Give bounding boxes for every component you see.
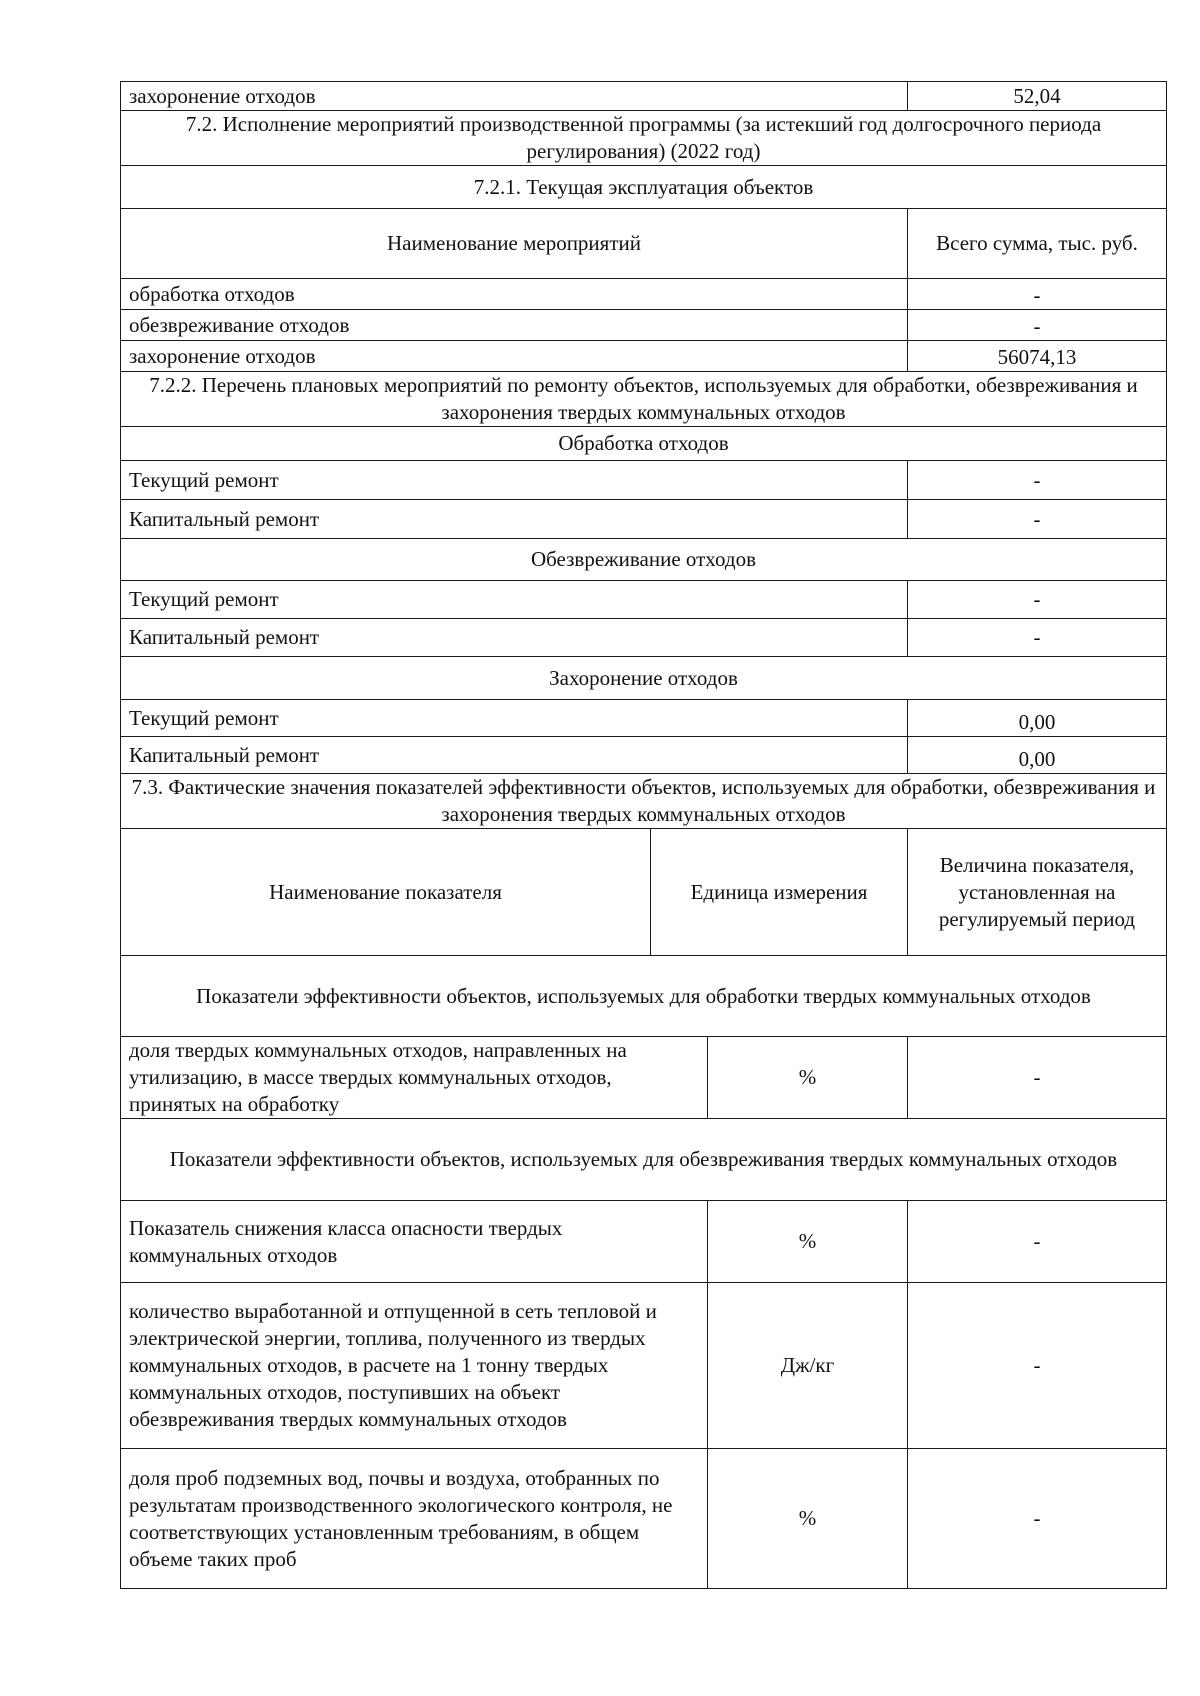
column-header-unit: Единица измерения — [651, 829, 908, 956]
indicator-value: - — [908, 1037, 1167, 1119]
table-row — [121, 700, 1167, 737]
section-7-2-2-title: 7.2.2. Перечень плановых мероприятий по ремонту объектов, используемых для обработки, обезвреживания и захоронения твердых коммунальных отходов — [121, 372, 1167, 427]
row-label: Текущий ремонт — [121, 461, 908, 500]
table-row — [121, 1283, 1167, 1449]
row-label: обработка отходов — [121, 279, 908, 310]
row-label: Капитальный ремонт — [121, 619, 908, 657]
row-value: 56074,13 — [908, 341, 1167, 372]
table-header-row — [121, 209, 1167, 279]
column-header-indicator: Наименование показателя — [121, 829, 651, 956]
table-row — [121, 82, 1167, 111]
indicator-value: - — [908, 1201, 1167, 1283]
table-row — [121, 1201, 1167, 1283]
row-value: - — [908, 500, 1167, 539]
group-heading: Показатели эффективности объектов, используемых для обработки твердых коммунальных отходов — [121, 956, 1167, 1037]
row-label: Текущий ремонт — [121, 700, 908, 737]
table-row — [121, 461, 1167, 500]
indicator-unit: Дж/кг — [708, 1283, 908, 1449]
row-label: Капитальный ремонт — [121, 737, 908, 774]
row-label: захоронение отходов — [121, 82, 908, 111]
row-value: 0,00 — [908, 700, 1167, 737]
section-7-2-title: 7.2. Исполнение мероприятий производственной программы (за истекший год долгосрочного периода регулирования) (2022 год) — [121, 111, 1167, 166]
group-heading: Обезвреживание отходов — [121, 539, 1167, 581]
section-7-2-1-title: 7.2.1. Текущая эксплуатация объектов — [121, 166, 1167, 209]
table-row — [121, 310, 1167, 341]
section-7-2-row — [121, 111, 1167, 166]
row-label: обезвреживание отходов — [121, 310, 908, 341]
table-row — [121, 1449, 1167, 1589]
group-heading-row — [121, 1119, 1167, 1201]
column-header-total: Всего сумма, тыс. руб. — [908, 209, 1167, 279]
row-value: - — [908, 619, 1167, 657]
group-heading-row — [121, 657, 1167, 700]
indicator-name: доля твердых коммунальных отходов, направленных на утилизацию, в массе твердых коммунальных отходов, принятых на обработку — [121, 1037, 708, 1119]
indicator-unit: % — [708, 1201, 908, 1283]
row-label: Капитальный ремонт — [121, 500, 908, 539]
report-table — [120, 81, 1167, 1589]
group-heading: Показатели эффективности объектов, используемых для обезвреживания твердых коммунальных отходов — [121, 1119, 1167, 1201]
indicator-value: - — [908, 1283, 1167, 1449]
table-header-row — [121, 829, 1167, 956]
table-row — [121, 341, 1167, 372]
row-value: - — [908, 581, 1167, 619]
row-label: захоронение отходов — [121, 341, 908, 372]
table-row — [121, 619, 1167, 657]
indicator-name: количество выработанной и отпущенной в сеть тепловой и электрической энергии, топлива, полученного из твердых коммунальных отходов, в расчете на 1 тонну твердых коммунальных отходов, поступивших на объект обезвреживания твердых коммунальных отходов — [121, 1283, 708, 1449]
section-7-2-2-row — [121, 372, 1167, 427]
indicator-name: Показатель снижения класса опасности твердых коммунальных отходов — [121, 1201, 708, 1283]
group-heading: Захоронение отходов — [121, 657, 1167, 700]
table-row — [121, 1037, 1167, 1119]
column-header-value: Величина показателя, установленная на регулируемый период — [908, 829, 1167, 956]
table-row — [121, 279, 1167, 310]
indicator-unit: % — [708, 1037, 908, 1119]
group-heading-row — [121, 539, 1167, 581]
section-7-3-row — [121, 774, 1167, 829]
table-row — [121, 737, 1167, 774]
row-value: - — [908, 279, 1167, 310]
column-header-name: Наименование мероприятий — [121, 209, 908, 279]
indicator-value: - — [908, 1449, 1167, 1589]
row-label: Текущий ремонт — [121, 581, 908, 619]
table-row — [121, 500, 1167, 539]
section-7-3-title: 7.3. Фактические значения показателей эффективности объектов, используемых для обработки, обезвреживания и захоронения твердых коммунальных отходов — [121, 774, 1167, 829]
group-heading-row — [121, 956, 1167, 1037]
row-value: - — [908, 461, 1167, 500]
row-value: 52,04 — [908, 82, 1167, 111]
row-value: - — [908, 310, 1167, 341]
section-7-2-1-row — [121, 166, 1167, 209]
group-heading: Обработка отходов — [121, 427, 1167, 461]
group-heading-row — [121, 427, 1167, 461]
indicator-name: доля проб подземных вод, почвы и воздуха, отобранных по результатам производственного экологического контроля, не соответствующих установленным требованиям, в общем объеме таких проб — [121, 1449, 708, 1589]
row-value: 0,00 — [908, 737, 1167, 774]
indicator-unit: % — [708, 1449, 908, 1589]
table-row — [121, 581, 1167, 619]
